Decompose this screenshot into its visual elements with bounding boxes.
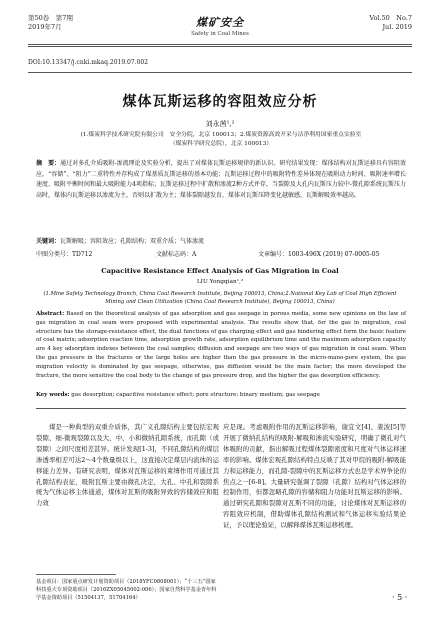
doi: DOI:10.13347/j.cnki.mkaq.2019.07.002: [28, 59, 149, 66]
affiliation: [36, 131, 406, 149]
date-zh: 2019年7月: [28, 23, 62, 31]
keywords-en-label: Key words:: [36, 392, 70, 398]
doi-rule: [28, 72, 412, 73]
header-left: [28, 14, 73, 32]
volume-issue-zh: 第50卷 第7期: [28, 14, 73, 22]
english-author: LIU Yongqian¹,²: [196, 279, 244, 285]
english-title: Capacitive Resistance Effect Analysis of Gas Migration in Coal: [101, 267, 339, 275]
date-en: Jul. 2019: [382, 23, 412, 31]
document-code: 文献标志码：A: [156, 251, 197, 258]
header-right: [369, 14, 412, 32]
journal-name-zh: 煤矿安全: [196, 16, 244, 29]
footnote-rule: [36, 574, 116, 575]
header-rule: [28, 44, 412, 45]
abstract-zh: [36, 159, 406, 201]
funding-footnote: 基金项目：国家重点研发计划资助项目（2018YFC0808001）；“十三五”国家科技重大专项资助项目（2016ZX05045002-006）；国家自然科学基金青年科学基金资助项目（51504137，51704164）: [36, 579, 217, 601]
clc-number: 中图分类号：TD712: [36, 251, 93, 258]
body-paragraph-right: 应是现。考虑吸附作用的瓦斯运移影响，谢宜文[4]、姜波[5]等开展了微纳孔结构的吸附-解吸和渗流实验研究，明确了微孔对气体吸附的贡献，指出解吸过程煤体裂隙密度和尺度对气体运移速率的影响。煤体宏观孔隙结构特点反映了其对甲烷的吸附-解吸能力和运移能力，而孔隙-裂隙中的瓦斯运移方式也是学术界争论的焦点之一[6-8]。大量研究强调了裂隙（孔隙）结构对气体运移的控制作用，但都忽略孔隙的容储和阻力功能对瓦斯运移的影响。通过研究孔隙和裂隙对瓦斯不同的功能，讨论煤体对瓦斯运移的容阻效应机制，借助煤体孔隙结构测试和气体运移实验结果论证，予以理论验证，以解释煤体瓦斯运移机理。: [223, 423, 406, 530]
abstract-zh-text: 通过对多孔介质吸附-渗流理论及实验分析，提出了对煤体瓦斯运移规律的新认识。研究结果发现：煤体结构对瓦斯运移具有容阻效应，“容储”、“阻力”二重特性并存构成了煤基质瓦斯运移的基本功能；瓦斯运移过程中的吸附特性差异体现在吸附动力时间、吸附速率增长速度、吸附平衡时间和最大吸附能力4项指标；瓦斯运移过程中扩散和渗流2种方式并存，当裂隙及大孔内瓦斯压力较中-微孔隙系统瓦斯压力高时，煤体内瓦斯运移以渗流为主，否则以扩散为主；煤体裂隙越发育，煤体对瓦斯压降变化越敏感，瓦斯解吸效率越高。: [36, 160, 406, 199]
journal-name-en: Safety in Coal Mines: [191, 31, 249, 37]
abstract-en: [36, 310, 406, 380]
abstract-rule: [36, 408, 406, 409]
paper-title: 煤体瓦斯运移的容阻效应分析: [122, 94, 318, 110]
page-number: · 5 ·: [392, 593, 408, 602]
author: 刘永茜¹,²: [205, 120, 235, 128]
body-paragraph-left: 煤是一种典型的双重介质体，其广义孔隙结构主要包括宏观裂隙、细-微观裂隙以及大、中、小和微纳孔隙系统，而孔隙（或裂隙）之间尺度相差甚异。统计发现[1-3]，不同孔隙结构的煤层渗透率相差可达2～4个数量级以上，这直接决定煤层内流体的运移能力差异。有研究表明，煤体对瓦斯运移的束缚作用可通过其孔隙结构表征，吸附瓦斯主要由微孔决定，大孔、中孔和裂隙系统为气体运移主体通道，煤体对瓦斯的吸附异致的容储效应和阻力效: [36, 423, 219, 508]
journal-masthead: [178, 14, 262, 37]
affiliation-line-2: （煤炭科学研究总院），北京 100013）: [169, 141, 273, 147]
keywords-zh-label: 关键词：: [36, 238, 61, 245]
body-column-left: [36, 422, 219, 509]
article-number: 文章编号：1003-496X (2019) 07-0005-05: [258, 251, 380, 258]
keywords-en-text: gas desorption; capacitive resistance effect; pore structure; binary medium; gas seepage: [71, 392, 320, 398]
header-rule-thin: [28, 46, 412, 47]
abstract-en-label: Abstract:: [36, 311, 65, 317]
affiliation-line-1: (1.煤炭科学技术研究院有限公司 安全分院，北京 100013；2.煤炭资源高效开采与洁净利用国家重点实验室: [80, 132, 362, 138]
keywords-en: [36, 392, 406, 398]
body-column-right: [223, 422, 406, 531]
keywords-zh-text: 瓦斯解吸；容阻效应；孔隙结构；双重介质；气体渗流: [60, 238, 205, 245]
abstract-en-text: Based on the theoretical analysis of gas adsorption and gas seepage in porous media, some new opinions on the law of gas migration in coal seam were proposed with experimental analysis. The results show that, for the gas in migration, coal structure has the storage-resistance effect, the dual functions of gas charging effect and gas hindering effect form the basic feature of coal matrix; adsorption reaction time, adsorption growth rate, adsorption equilibrium time and the maximum adsorption capacity are 4 key adsorption indexes between the coal samples; diffusion and seepage are two ways of gas migration in coal seam. When the gas pressure in the fractures or the large holes are higher than the gas pressure in the micro-mano-pore system, the gas migration velocity is dominated by gas seepage, otherwise, gas diffusion would be the main factor; the more developed the fracture, the more sensitive the coal body to the change of gas pressure drop, and the higher the gas desorption efficiency.: [36, 311, 406, 379]
english-affiliation: (1.Mine Safety Technology Branch, China Coal Research Institute, Beijing 100013, China;2.National Key Lab of Coal High Efficient Mining and Clean Utilization (China Coal Research Institute), Beijing 100013, China): [43, 291, 397, 305]
abstract-zh-label: 摘 要：: [36, 160, 61, 167]
keywords-zh: [36, 237, 406, 247]
volume-issue-en: Vol.50 No.7: [369, 14, 412, 22]
